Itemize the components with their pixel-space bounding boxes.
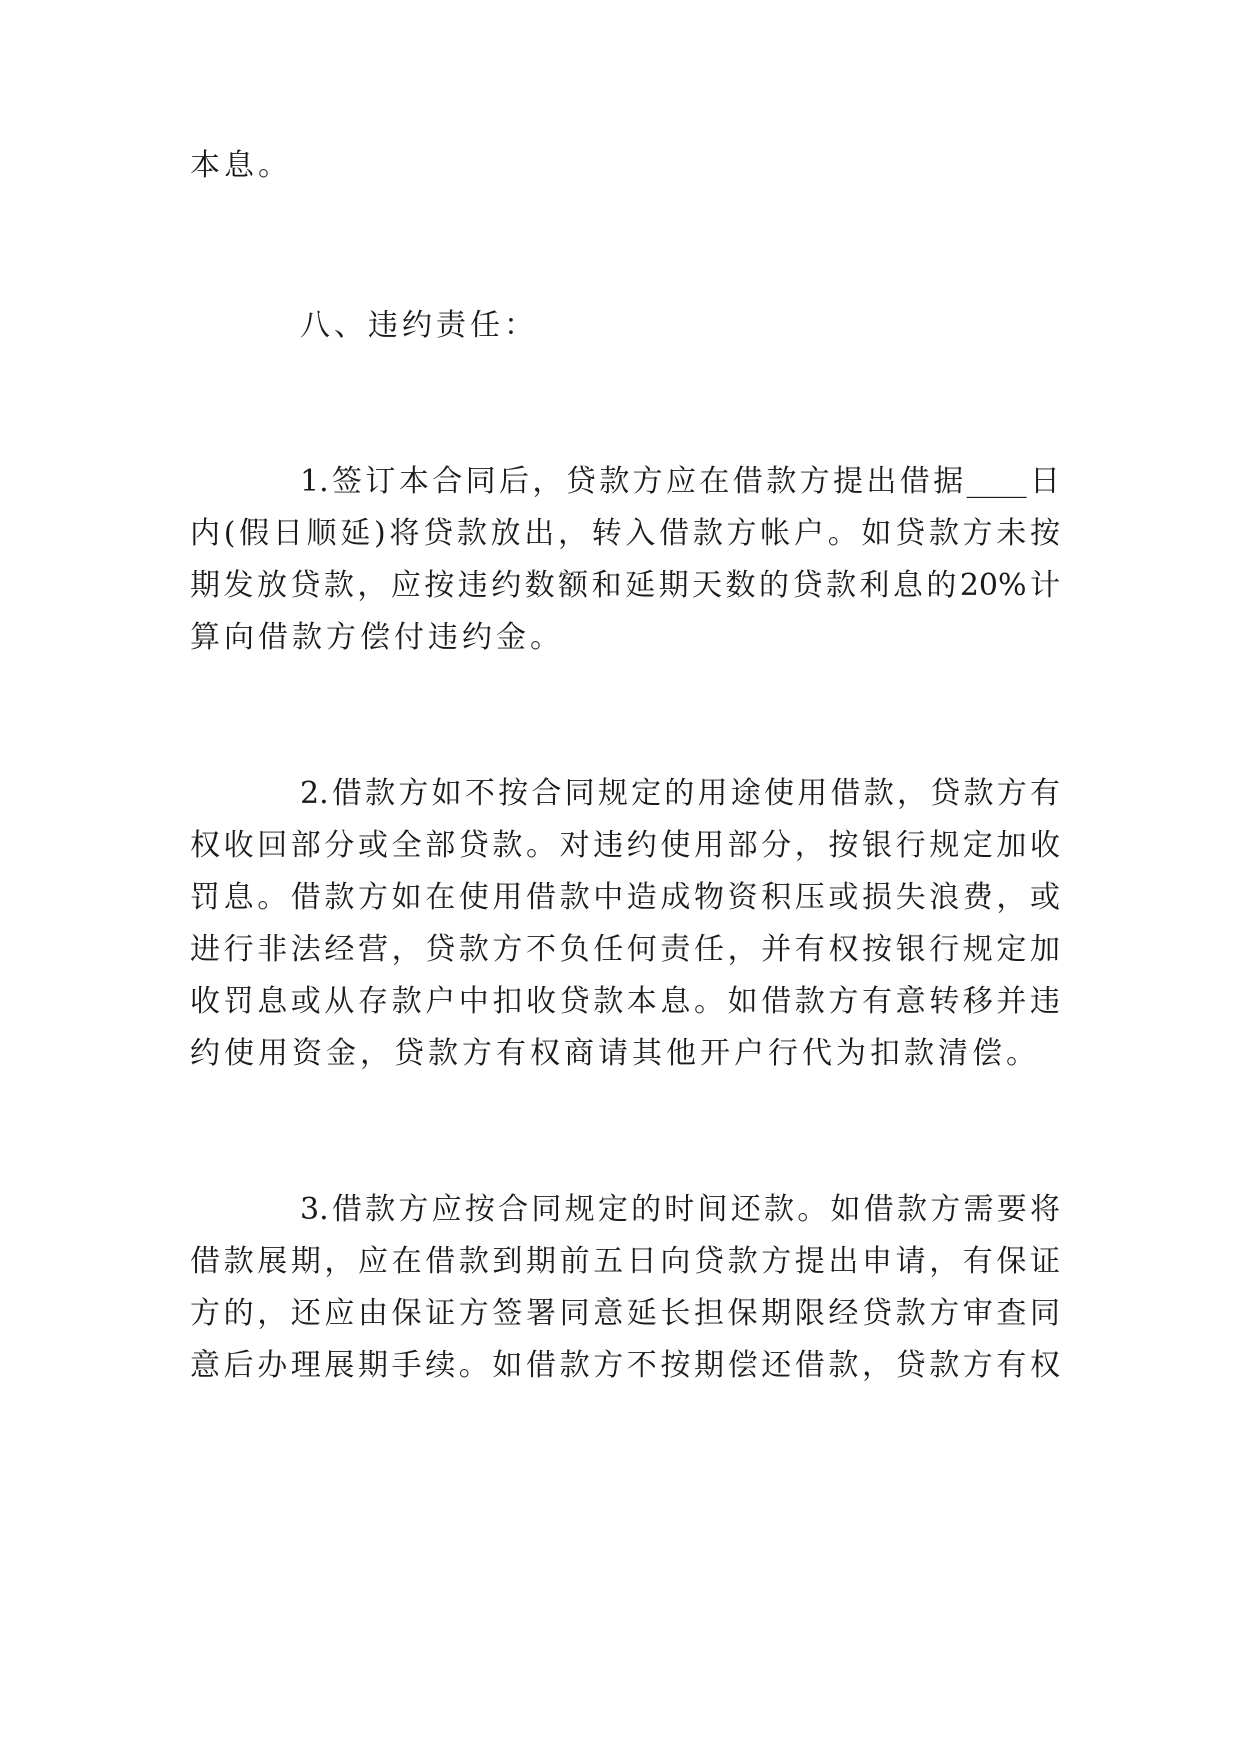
paragraph-line: 权收回部分或全部贷款。对违约使用部分，按银行规定加收	[190, 828, 1060, 863]
paragraph-line: 2.借款方如不按合同规定的用途使用借款，贷款方有	[300, 776, 1060, 811]
paragraph-line: 罚息。借款方如在使用借款中造成物资积压或损失浪费，或	[190, 880, 1060, 915]
paragraph-line: 收罚息或从存款户中扣收贷款本息。如借款方有意转移并违	[190, 984, 1060, 1019]
paragraph-line: 3.借款方应按合同规定的时间还款。如借款方需要将	[300, 1192, 1060, 1227]
continuation-text: 本息。	[190, 148, 292, 183]
paragraph-line: 内(假日顺延)将贷款放出，转入借款方帐户。如贷款方未按	[190, 516, 1060, 551]
section-heading: 八、违约责任：	[300, 308, 538, 343]
paragraph-line: 1.签订本合同后，贷款方应在借款方提出借据____日	[300, 464, 1060, 499]
paragraph-line: 约使用资金，贷款方有权商请其他开户行代为扣款清偿。	[190, 1036, 1040, 1071]
paragraph-line: 方的，还应由保证方签署同意延长担保期限经贷款方审查同	[190, 1296, 1060, 1331]
paragraph-line: 期发放贷款，应按违约数额和延期天数的贷款利息的20%计	[190, 568, 1060, 603]
paragraph-line: 意后办理展期手续。如借款方不按期偿还借款，贷款方有权	[190, 1348, 1060, 1383]
paragraph-line: 借款展期，应在借款到期前五日向贷款方提出申请，有保证	[190, 1244, 1060, 1279]
paragraph-line: 算向借款方偿付违约金。	[190, 620, 564, 655]
paragraph-line: 进行非法经营，贷款方不负任何责任，并有权按银行规定加	[190, 932, 1060, 967]
